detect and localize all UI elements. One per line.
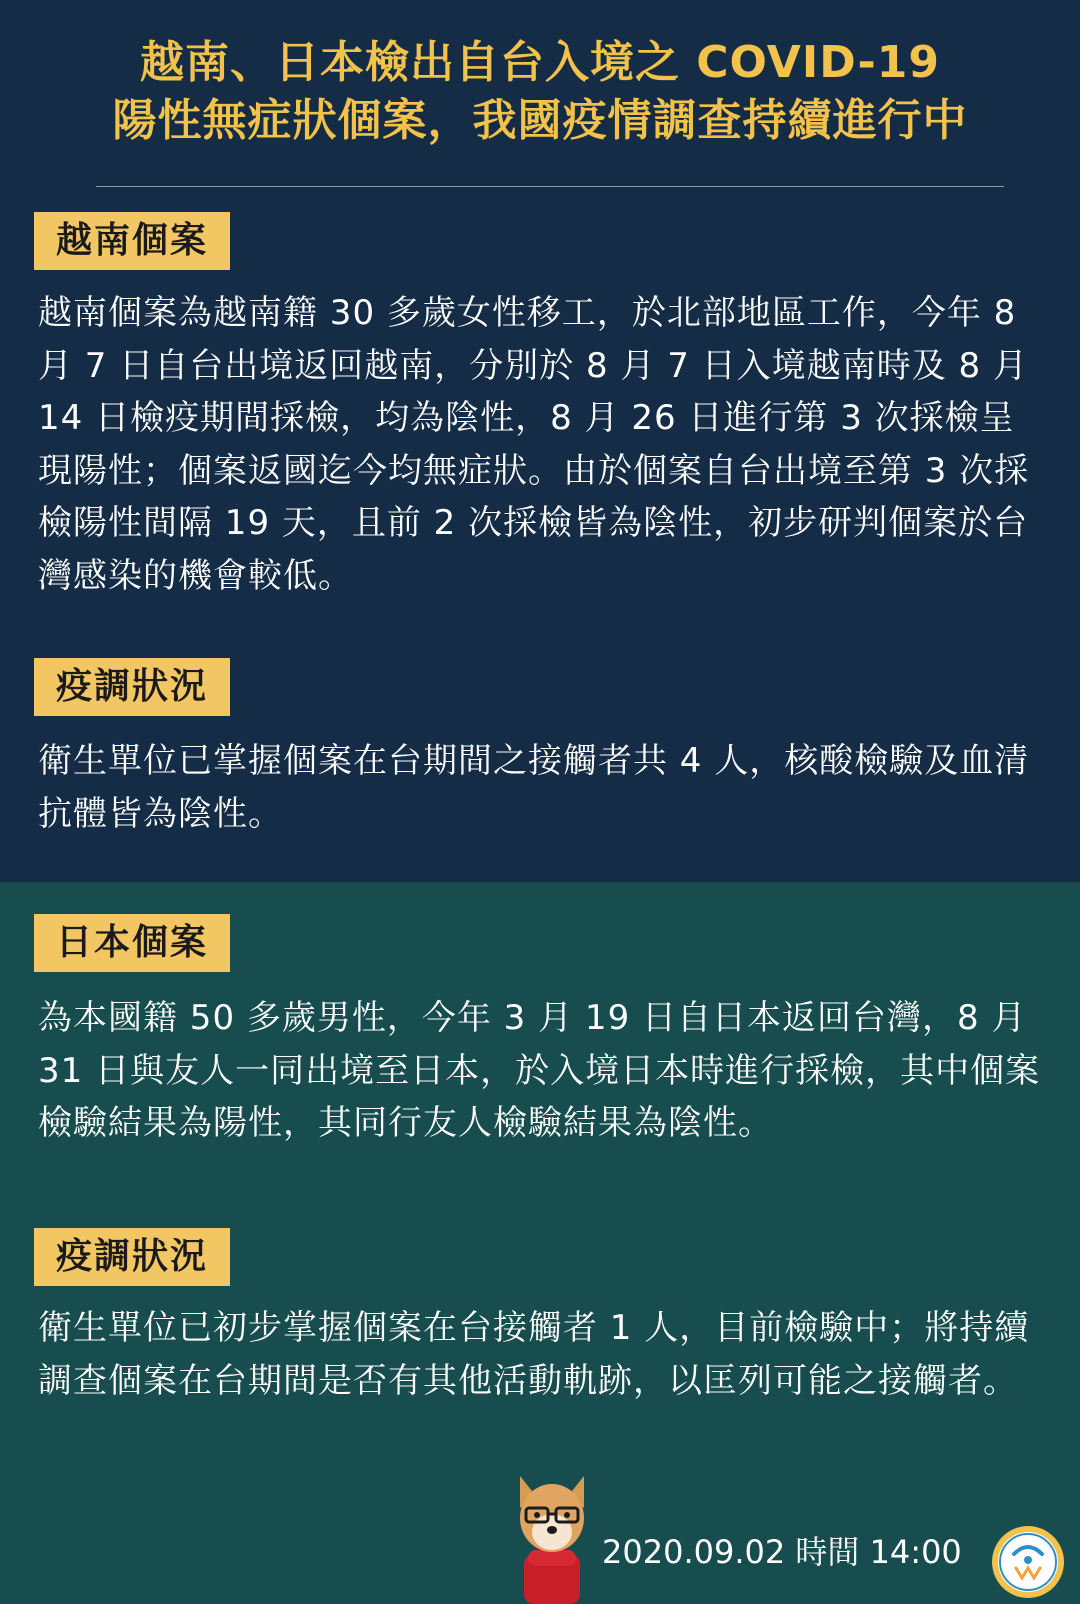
japan-investigation-text: 衛生單位已初步掌握個案在台接觸者 1 人，目前檢驗中；將持續調查個案在台期間是否有其他活動軌跡，以匡列可能之接觸者。 (38, 1308, 1030, 1401)
vietnam-case-text: 越南個案為越南籍 30 多歲女性移工，於北部地區工作，今年 8 月 7 日自台出境返回越南，分別於 8 月 7 日入境越南時及 8 月 14 日檢疫期間採檢，均為陰性，8 月 26 日進行第 3 次採檢呈現陽性；個案返國迄今均無症狀。由於個案自台出境至第 3 次採檢陽性間隔 19 天，且前 2 次採檢皆為陰性，初步研判個案於台灣感染的機會較低。 (38, 293, 1030, 596)
title-line-2: 陽性無症狀個案，我國疫情調查持續進行中 (112, 95, 968, 146)
title-line-1: 越南、日本檢出自台入境之 COVID-19 (139, 37, 941, 88)
cdc-logo-icon (990, 1524, 1066, 1600)
vietnam-case-tag: 越南個案 (34, 212, 230, 270)
shiba-dog-mascot-icon (514, 1474, 590, 1604)
japan-case-text: 為本國籍 50 多歲男性，今年 3 月 19 日自日本返回台灣，8 月 31 日與友人一同出境至日本，於入境日本時進行採檢，其中個案檢驗結果為陽性，其同行友人檢驗結果為陰性。 (38, 998, 1041, 1143)
date-time: 2020.09.02 時間 14:00 (602, 1533, 962, 1571)
japan-investigation-tag: 疫調狀況 (34, 1228, 230, 1286)
vietnam-investigation-text: 衛生單位已掌握個案在台期間之接觸者共 4 人，核酸檢驗及血清抗體皆為陰性。 (38, 741, 1030, 834)
page-title (0, 34, 1080, 150)
vietnam-investigation-tag: 疫調狀況 (34, 658, 230, 716)
title-divider (96, 186, 1004, 187)
japan-case-tag: 日本個案 (34, 914, 230, 972)
